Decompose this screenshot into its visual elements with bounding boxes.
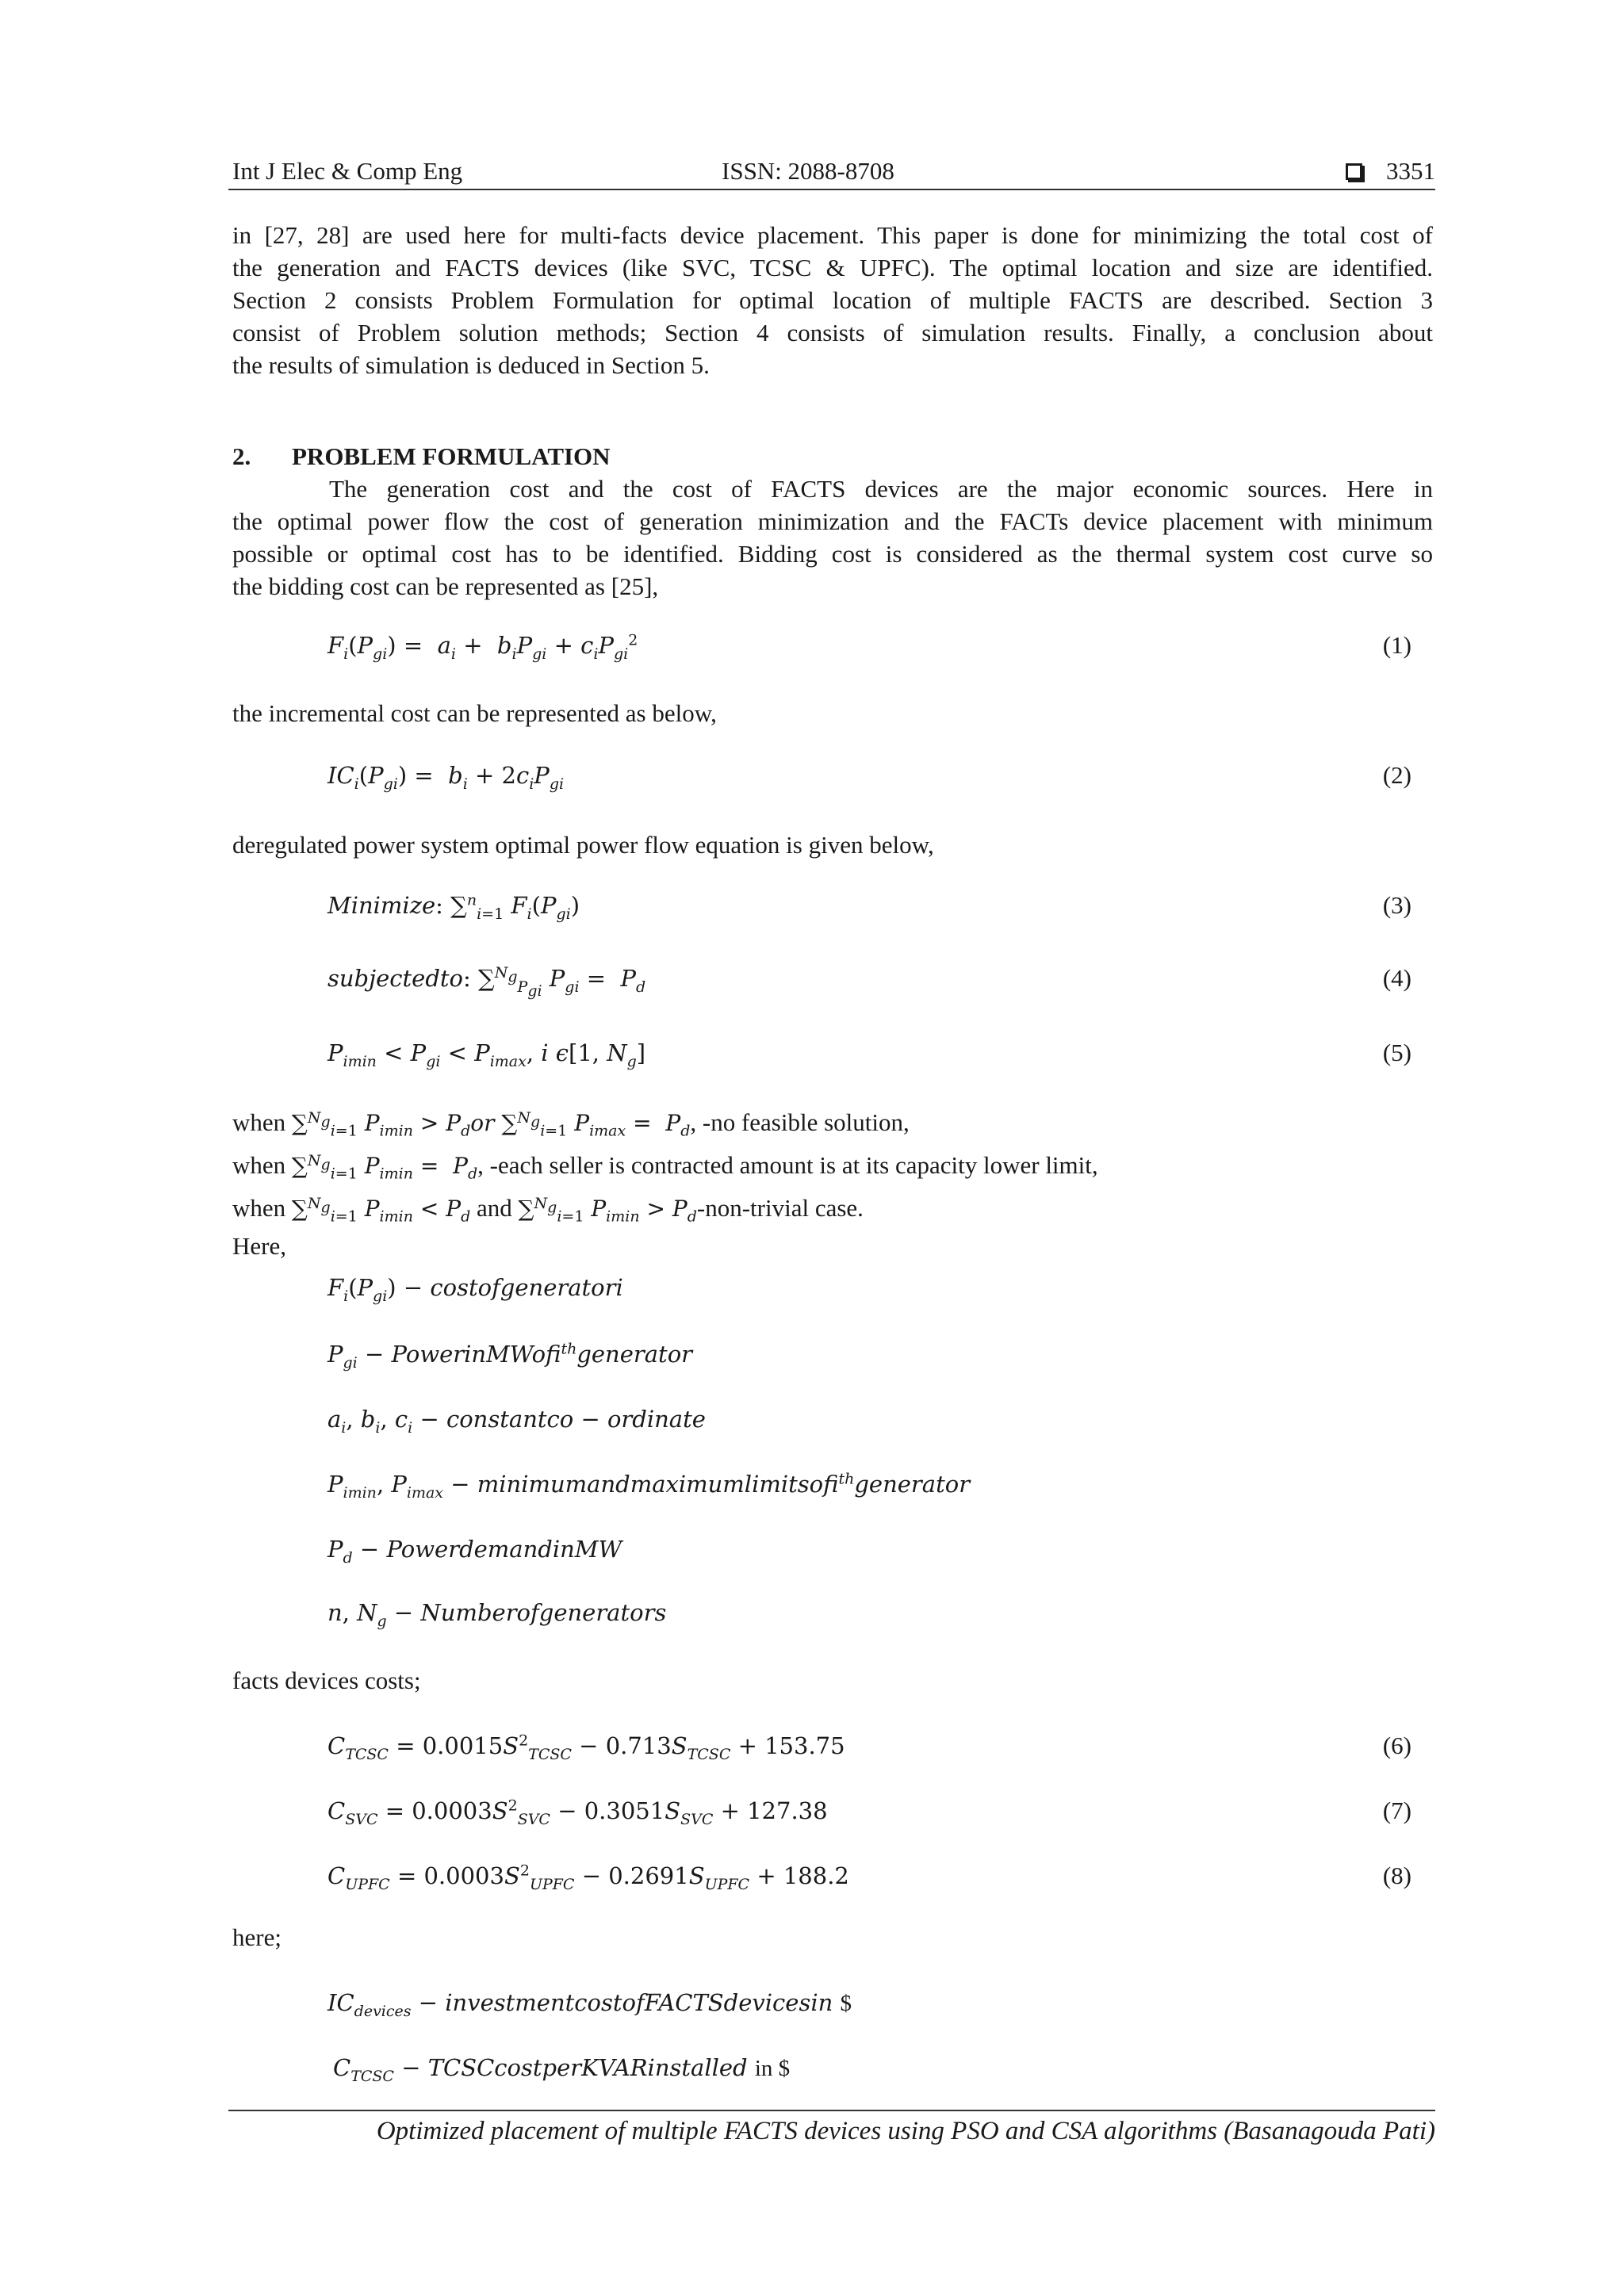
definition-demand: $P_d$ − PowerdemandinMW: [327, 1536, 622, 1567]
equation-number: (1): [1382, 631, 1411, 659]
text-incremental: the incremental cost can be represented as below,: [232, 699, 717, 727]
sum-expression: ∑$^{N_g}_{i=1}$ $P_{imin} > P_dor$ ∑$^{N_g}_{i=1}$ $P_{imax} = P_d$: [291, 1108, 691, 1140]
text-line: possible or optimal cost has to be identified. Bidding cost is considered as the thermal system cost curve so: [232, 540, 1433, 568]
equation-number: (5): [1382, 1039, 1411, 1066]
equation-1: $F_i(P_{gi}) = a_i + b_iP_{gi} + c_iP_{gi}^2$: [327, 631, 638, 663]
section-number: 2.: [232, 442, 251, 470]
equation-number: (4): [1382, 964, 1411, 992]
text-line: consist of Problem solution methods; Section 4 consists of simulation results. Finally, a conclusion about: [232, 319, 1433, 346]
footer-rule: [228, 2110, 1435, 2111]
header-rule: [228, 189, 1435, 190]
text-line: the results of simulation is deduced in Section 5.: [232, 351, 710, 379]
section-heading: [232, 441, 611, 473]
equation-number: (2): [1382, 761, 1411, 789]
page-number-block: [1346, 155, 1435, 187]
equation-7: $C_{SVC} = 0.0003S^2_{SVC} - 0.3051S_{SVC} + 127.38$: [327, 1797, 828, 1828]
sum-expression: ∑$^{N_g}_{i=1}$ $P_{imin} < P_d$: [291, 1194, 471, 1226]
equation-5: $P_{imin} < P_{gi} < P_{imax}$, i ϵ[1, $N_g$]: [327, 1039, 646, 1070]
equation-number: (6): [1382, 1732, 1411, 1759]
text-line: the bidding cost can be represented as [25],: [232, 572, 659, 600]
definition-power: $P_{gi}$ − PowerinMWofi$^{th}$generator: [327, 1340, 693, 1372]
equation-number: (8): [1382, 1862, 1411, 1889]
text-facts-costs: facts devices costs;: [232, 1667, 421, 1694]
equation-number: (3): [1382, 891, 1411, 919]
definition-constants: $a_i$, $b_i$, $c_i$ − constantco − ordinate: [327, 1406, 706, 1437]
page-number: 3351: [1386, 157, 1435, 185]
equation-number: (7): [1382, 1797, 1411, 1824]
condition-line-1: when ∑$^{N_g}_{i=1}$ $P_{imin} > P_dor$ ∑$^{N_g}_{i=1}$ $P_{imax} = P_d$, -no feasible solution,: [232, 1108, 910, 1140]
condition-line-2: when ∑$^{N_g}_{i=1}$ $P_{imin} = P_d$, -each seller is contracted amount is at its capacity lower limit,: [232, 1151, 1098, 1183]
journal-name: Int J Elec & Comp Eng: [232, 157, 463, 185]
text-line: the generation and FACTS devices (like SVC, TCSC & UPFC). The optimal location and size are identified.: [232, 254, 1433, 281]
text-opf: deregulated power system optimal power flow equation is given below,: [232, 831, 934, 859]
footer-text: Optimized placement of multiple FACTS devices using PSO and CSA algorithms (Basanagouda Pati): [376, 2117, 1435, 2145]
section-title: PROBLEM FORMULATION: [292, 442, 611, 470]
definition-cost: $F_i(P_{gi})$ − costofgeneratori: [327, 1274, 623, 1305]
equation-3: Minimize: ∑$^n_{i=1}$ $F_i(P_{gi})$: [327, 891, 580, 923]
definition-limits: $P_{imin}$, $P_{imax}$ − minimumandmaximumlimitsofi$^{th}$generator: [327, 1470, 971, 1502]
equation-8: $C_{UPFC} = 0.0003S^2_{UPFC} - 0.2691S_{UPFC} + 188.2$: [327, 1862, 849, 1893]
checkbox-square-icon: [1346, 163, 1362, 180]
issn: ISSN: 2088-8708: [722, 157, 894, 185]
formulation-paragraph: [232, 473, 1433, 603]
text-line: The generation cost and the cost of FACTS devices are the major economic sources. Here in: [329, 475, 1433, 503]
note-ic-devices: $IC_{devices}$ − investmentcostofFACTSdevicesin $: [327, 1989, 852, 2020]
text-line: the optimal power flow the cost of generation minimization and the FACTs device placement with minimum: [232, 507, 1433, 535]
condition-line-3: when ∑$^{N_g}_{i=1}$ $P_{imin} < P_d$ and ∑$^{N_g}_{i=1}$ $P_{imin}$ > $P_d-non$-trivial case.: [232, 1194, 864, 1226]
note-c-tcsc: $C_{TCSC}$ − TCSCcostperKVARinstalled in $: [333, 2054, 791, 2085]
text-here2: here;: [232, 1923, 282, 1951]
text-here: Here,: [232, 1232, 286, 1260]
sum-expression: ∑$^{N_g}_{i=1}$ $P_{imin} > P_d$: [518, 1194, 697, 1226]
text-line: Section 2 consists Problem Formulation for optimal location of multiple FACTS are described. Section 3: [232, 286, 1433, 314]
intro-paragraph: [232, 219, 1433, 381]
equation-6: $C_{TCSC} = 0.0015S^2_{TCSC} - 0.713S_{TCSC} + 153.75$: [327, 1732, 845, 1763]
sum-expression: ∑$^{N_g}_{i=1}$ $P_{imin} = P_d$: [291, 1151, 478, 1183]
text-line: in [27, 28] are used here for multi-facts device placement. This paper is done for minimizing the total cost of: [232, 221, 1433, 249]
definition-count: n, $N_g$ − Numberofgenerators: [327, 1599, 667, 1630]
equation-4: subjectedto: ∑$^{N_g}_{P_{gi}}$ $P_{gi} = P_d$: [327, 964, 646, 1000]
equation-2: $IC_i(P_{gi}) = b_i + 2c_iP_{gi}$: [327, 762, 565, 793]
